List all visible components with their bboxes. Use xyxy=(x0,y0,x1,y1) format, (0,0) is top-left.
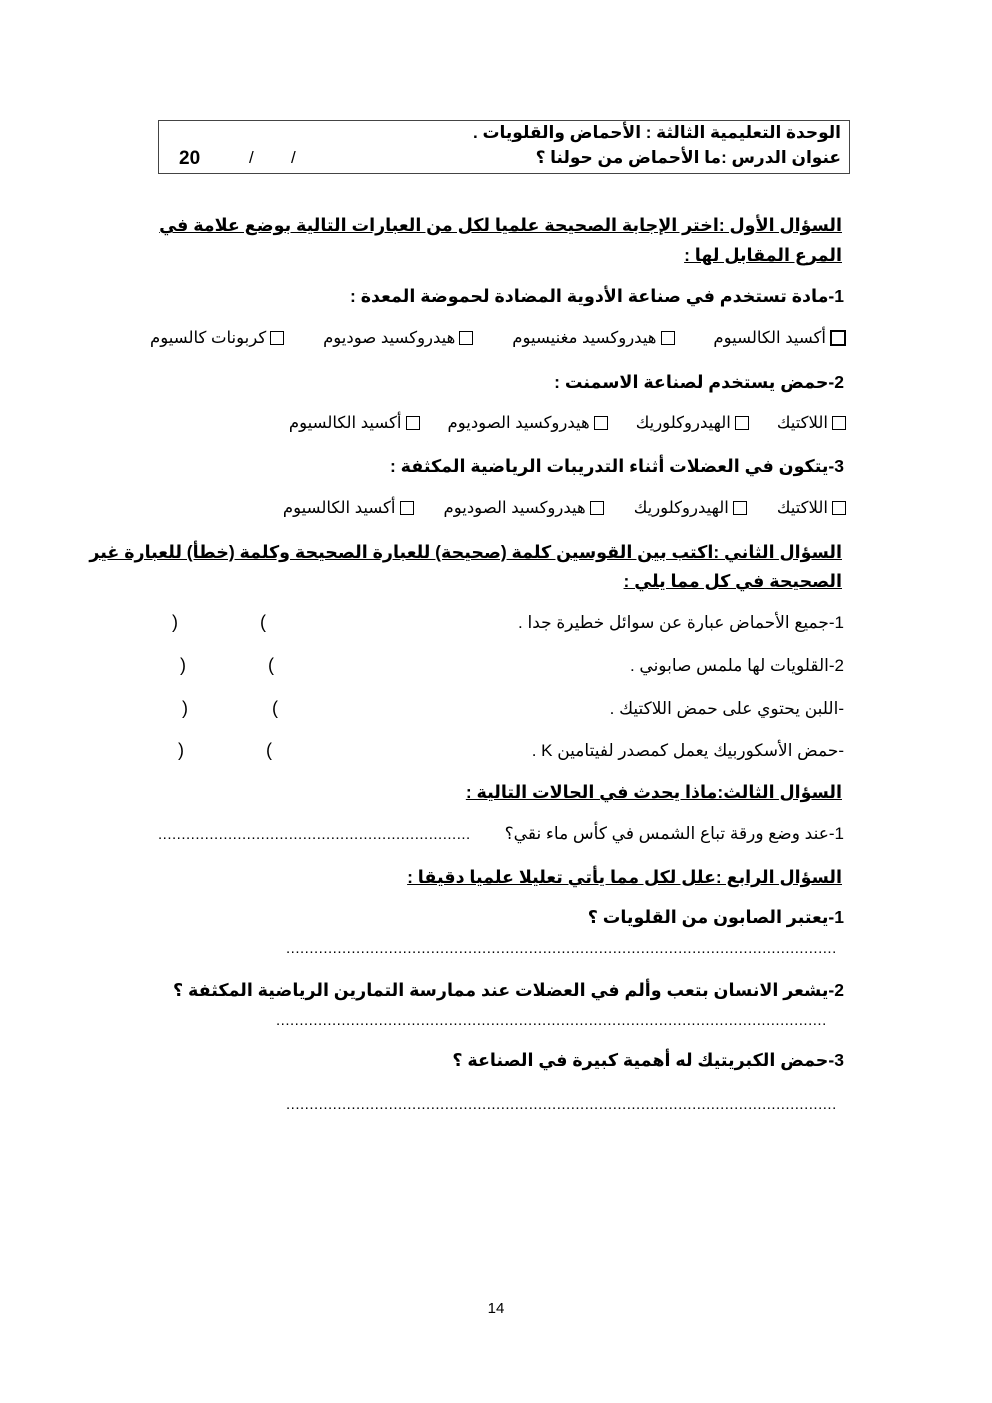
option[interactable]: اللاكتيك xyxy=(777,413,846,433)
q1-item-3-options xyxy=(188,498,846,518)
q1-item-1-stem: 1-مادة تستخدم في صناعة الأدوية المضادة لحموضة المعدة : xyxy=(350,286,844,306)
q4-item-3: 3-حمض الكبريتيك له أهمية كبيرة في الصناعة ؟ xyxy=(452,1050,844,1070)
checkbox[interactable] xyxy=(832,501,846,515)
checkbox[interactable] xyxy=(406,416,420,430)
option[interactable]: الهيدروكلوريك xyxy=(634,498,747,518)
answer-line[interactable]: ...................................................................................................................... xyxy=(276,1012,827,1029)
q2-statement: -اللبن يحتوي على حمض اللاكتيك . xyxy=(609,699,844,718)
option[interactable]: اللاكتيك xyxy=(777,498,846,518)
q1-title: السؤال الأول :اختر الإجابة الصحيحة علميا لكل من العبارات التالية بوضع علامة في المرع المقابل لها : xyxy=(159,215,842,265)
answer-paren-close[interactable]: ) xyxy=(182,698,188,718)
option[interactable]: أكسيد الكالسيوم xyxy=(289,413,420,433)
option[interactable]: كربونات كالسيوم xyxy=(150,328,284,348)
lesson-title: عنوان الدرس :ما الأحماض من حولنا ؟ xyxy=(535,148,841,167)
q2-statement: 1-جميع الأحماض عبارة عن سوائل خطيرة جدا . xyxy=(518,613,844,632)
q4-item-1: 1-يعتبر الصابون من القلويات ؟ xyxy=(587,907,844,927)
answer-paren-close[interactable]: ) xyxy=(172,612,178,632)
q4-title: السؤال الرابع :علل لكل مما يأتي تعليلا علميا دقيقا : xyxy=(407,867,842,887)
page-number: 14 xyxy=(487,1300,505,1317)
answer-paren-open[interactable]: ( xyxy=(268,655,274,675)
option[interactable]: هيدروكسيد الصوديوم xyxy=(448,413,608,433)
q2-statement: 2-القلويات لها ملمس صابوني . xyxy=(629,656,844,675)
option[interactable]: هيدروكسيد مغنيسيوم xyxy=(512,328,674,348)
answer-line[interactable]: ...................................................................................................................... xyxy=(286,1096,837,1113)
answer-paren-open[interactable]: ( xyxy=(260,612,266,632)
checkbox[interactable] xyxy=(661,331,675,345)
q2-title-line2: الصحيحة في كل مما يلي : xyxy=(623,571,842,591)
date-year: 20 xyxy=(179,148,201,169)
checkbox[interactable] xyxy=(459,331,473,345)
answer-paren-open[interactable]: ( xyxy=(266,740,272,760)
date-separator: / xyxy=(249,148,254,167)
unit-title: الوحدة التعليمية الثالثة : الأحماض والقلويات . xyxy=(473,123,841,142)
checkbox[interactable] xyxy=(830,330,846,346)
q1-item-3-stem: 3-يتكون في العضلات أثناء التدريبات الرياضية المكثفة : xyxy=(389,456,844,476)
answer-line[interactable]: ................................................................... xyxy=(158,826,471,843)
checkbox[interactable] xyxy=(735,416,749,430)
checkbox[interactable] xyxy=(270,331,284,345)
q1-item-2-stem: 2-حمض يستخدم لصناعة الاسمنت : xyxy=(554,372,844,392)
q4-item-2: 2-يشعر الانسان بتعب وألم في العضلات عند ممارسة التمارين الرياضية المكثفة ؟ xyxy=(172,980,844,1000)
q1-item-1-options xyxy=(150,328,846,348)
option[interactable]: هيدروكسيد صوديوم xyxy=(323,328,473,348)
checkbox[interactable] xyxy=(733,501,747,515)
answer-paren-open[interactable]: ( xyxy=(272,698,278,718)
header-box xyxy=(158,120,850,174)
q3-title: السؤال الثالث:ماذا يحدث في الحالات التالية : xyxy=(465,782,842,802)
checkbox[interactable] xyxy=(832,416,846,430)
q1-item-2-options xyxy=(218,413,846,433)
checkbox[interactable] xyxy=(594,416,608,430)
answer-paren-close[interactable]: ) xyxy=(180,655,186,675)
option[interactable]: أكسيد الكالسيوم xyxy=(713,328,846,348)
q2-statement: -حمض الأسكوربيك يعمل كمصدر لفيتامين K . xyxy=(531,741,844,760)
q3-item: 1-عند وضع ورقة تباع الشمس في كأس ماء نقي؟ xyxy=(504,824,844,843)
answer-line[interactable]: ...................................................................................................................... xyxy=(286,940,837,957)
checkbox[interactable] xyxy=(400,501,414,515)
option[interactable]: أكسيد الكالسيوم xyxy=(283,498,414,518)
q2-title-line1: السؤال الثاني :اكتب بين القوسين كلمة (صحيحة) للعبارة الصحيحة وكلمة (خطأ) للعبارة غير xyxy=(89,542,842,562)
answer-paren-close[interactable]: ) xyxy=(178,740,184,760)
date-separator: / xyxy=(291,148,296,167)
checkbox[interactable] xyxy=(590,501,604,515)
option[interactable]: هيدروكسيد الصوديوم xyxy=(444,498,604,518)
option[interactable]: الهيدروكلوريك xyxy=(636,413,749,433)
